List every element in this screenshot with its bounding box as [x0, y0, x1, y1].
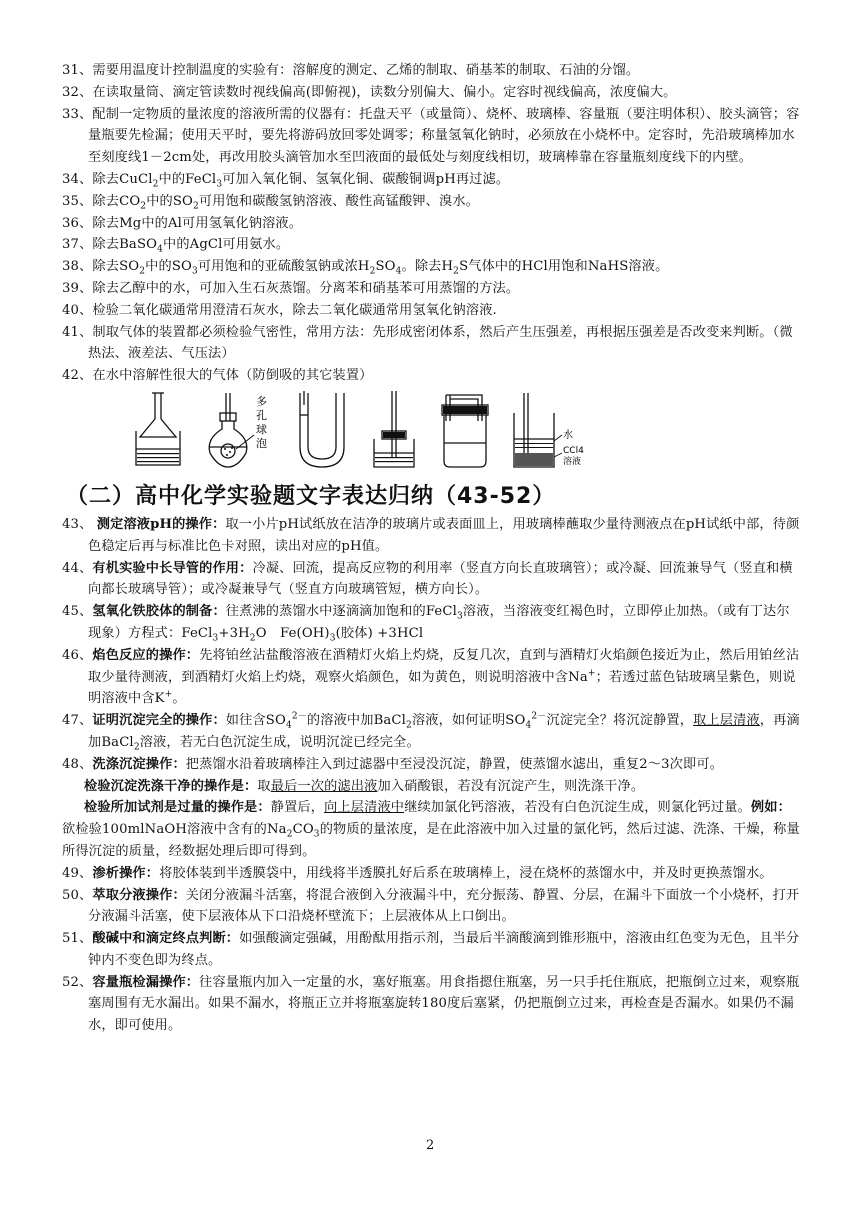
ccl4-layer-figure	[508, 391, 588, 469]
item-i41: 41、制取气体的装置都必须检验气密性，常用方法：先形成密闭体系，然后产生压强差，再根据压强差是否改变来判断。（微热法、液差法、气压法）	[62, 324, 793, 362]
two-tube-bottle-figure	[436, 391, 496, 469]
document-page	[62, 60, 802, 1037]
item-i48: 48、洗涤沉淀操作：把蒸馏水沿着玻璃棒注入到过滤器中至浸没沉淀，静置，使蒸馏水滤出，重复2～3次即可。	[62, 756, 724, 772]
item-i44: 44、有机实验中长导管的作用：冷凝、回流，提高反应物的利用率（竖直方向长直玻璃管）；或冷凝、回流兼导气（竖直和横向都长玻璃导管）；或冷凝兼导气（竖直方向玻璃管短，横方向长）。	[62, 560, 793, 598]
item-list-bottom	[62, 514, 802, 776]
item-i48b: 检验所加试剂是过量的操作是：静置后，向上层清液中继续加氯化钙溶液，若没有白色沉淀生成，则氯化钙过量。例如：欲检验100mlNaOH溶液中含有的$Na_2CO_3$的物质的量浓度，是在此溶液中加入过量的氯化钙，然后过滤、洗涤、干燥，称量所得沉淀的质量，经数据处理后即可得到。	[62, 800, 800, 859]
section-title: （二）高中化学实验题文字表达归纳（43-52）	[66, 483, 556, 509]
label-solution: 溶液	[563, 456, 582, 467]
item-i40: 40、检验二氧化碳通常用澄清石灰水，除去二氧化碳通常用氢氧化钠溶液.	[62, 302, 497, 318]
item-i45: 45、氢氧化铁胶体的制备：往煮沸的蒸馏水中逐滴滴加饱和的FeCl$_3$溶液，当溶液变红褐色时，立即停止加热。（或有丁达尔现象）方程式：$FeCl_3+3H_2O$ $Fe(OH)_3$(胶体) +3HCl	[62, 604, 790, 644]
porous-bulb-flask-figure	[200, 391, 280, 469]
label-water: 水	[563, 429, 573, 441]
item-i31: 31、需要用温度计控制温度的实验有：溶解度的测定、乙烯的制取、硝基苯的制取、石油的分馏。	[62, 63, 640, 78]
long-tube-bottle-figure	[364, 391, 424, 469]
bulb-label-line2: 孔	[256, 408, 267, 422]
label-ccl4: CCl4	[563, 445, 584, 456]
item-i52: 52、容量瓶检漏操作：往容量瓶内加入一定量的水，塞好瓶塞。用食指摁住瓶塞，另一只手托住瓶底，把瓶倒立过来，观察瓶塞周围有无水漏出。如果不漏水，将瓶正立并将瓶塞旋转180度后塞紧，仍把瓶倒立过来，再检查是否漏水。如果仍不漏水，即可使用。	[62, 974, 800, 1034]
figure-strip-anti-suckback	[128, 389, 802, 469]
item-i50: 50、萃取分液操作：关闭分液漏斗活塞，将混合液倒入分液漏斗中，充分振荡、静置、分层，在漏斗下面放一个小烧杯，打开分液漏斗活塞，使下层液体从下口沿烧杯壁流下；上层液体从上口倒出。	[62, 887, 800, 925]
item-i51: 51、酸碱中和滴定终点判断：如强酸滴定强碱，用酚酞用指示剂，当最后半滴酸滴到锥形瓶中，溶液由红色变为无色，且半分钟内不变色即为终点。	[62, 931, 800, 968]
item-i35: 35、除去$CO_2$中的$SO_2$可用饱和碳酸氢钠溶液、酸性高锰酸钾、溴水。	[62, 193, 479, 212]
item-i43: 43、 测定溶液pH的操作：取一小片pH试纸放在洁净的玻璃片或表面皿上，用玻璃棒蘸取少量待测液点在pH试纸中部，待颜色稳定后再与标准比色卡对照，读出对应的pH值。	[62, 516, 800, 554]
item-i42: 42、在水中溶解性很大的气体（防倒吸的其它装置）	[62, 368, 373, 384]
item-i38: 38、除去$SO_2$中的$SO_3$可用饱和的亚硫酸氢钠或浓$H_2SO_4$。除去$H_2S$气体中的HCl用饱和NaHS溶液。	[62, 259, 669, 277]
u-tube-figure	[292, 391, 352, 469]
item-i49: 49、渗析操作：将胶体装到半透膜袋中，用线将半透膜扎好后系在玻璃棒上，浸在烧杯的蒸馏水中，并及时更换蒸馏水。	[62, 865, 773, 881]
item-i34: 34、除去CuCl$_2$中的FeCl$_3$可加入氧化铜、氢氧化铜、碳酸铜调pH再过滤。	[62, 171, 510, 190]
item-i33: 33、配制一定物质的量浓度的溶液所需的仪器有：托盘天平（或量筒）、烧杯、玻璃棒、容量瓶（要注明体积）、胶头滴管；容量瓶要先检漏；使用天平时，要先将游码放回零处调零；称量氢氧化钠时，必须放在小烧杯中。定容时，先沿玻璃棒加水至刻度线1－2cm处，再改用胶头滴管加水至凹液面的最低处与刻度线相切，玻璃棒靠在容量瓶刻度线下的内壁。	[62, 106, 800, 166]
item-i48a: 检验沉淀洗涤干净的操作是：取最后一次的滤出液加入硝酸银，若没有沉淀产生，则洗涤干净。	[84, 778, 645, 794]
inverted-funnel-figure	[128, 391, 188, 469]
item-list-top	[62, 60, 802, 387]
item-list-indented	[62, 776, 802, 863]
item-i46: 46、焰色反应的操作：先将铂丝沾盐酸溶液在酒精灯火焰上灼烧，反复几次，直到与酒精灯火焰颜色接近为止，然后用铂丝沾取少量待测液，到酒精灯火焰上灼烧，观察火焰颜色，如为黄色，则说明溶液中含Na+；若透过蓝色钴玻璃呈紫色，则说明溶液中含K+。	[62, 647, 800, 707]
item-i37: 37、除去BaSO$_4$中的AgCl可用氨水。	[62, 237, 290, 256]
page-number: 2	[426, 1138, 435, 1153]
item-i36: 36、除去Mg中的Al可用氢氧化钠溶液。	[62, 215, 303, 231]
bulb-label-line1: 多	[256, 394, 267, 408]
bulb-label-line4: 泡	[256, 436, 267, 450]
item-i32: 32、在读取量筒、滴定管读数时视线偏高(即俯视)，读数分别偏大、偏小。定容时视线偏高，浓度偏大。	[62, 84, 677, 100]
item-i39: 39、除去乙醇中的水，可加入生石灰蒸馏。分离苯和硝基苯可用蒸馏的方法。	[62, 280, 520, 296]
item-list-end	[62, 863, 802, 1037]
item-i47: 47、证明沉淀完全的操作：如往含$SO_4^{2-}$的溶液中加BaCl$_2$溶液，如何证明$SO_4^{2-}$沉淀完全？将沉淀静置，取上层清液，再滴加BaCl$_2$溶液，若无白色沉淀生成，说明沉淀已经完全。	[62, 711, 800, 753]
bulb-label-line3: 球	[256, 422, 267, 436]
